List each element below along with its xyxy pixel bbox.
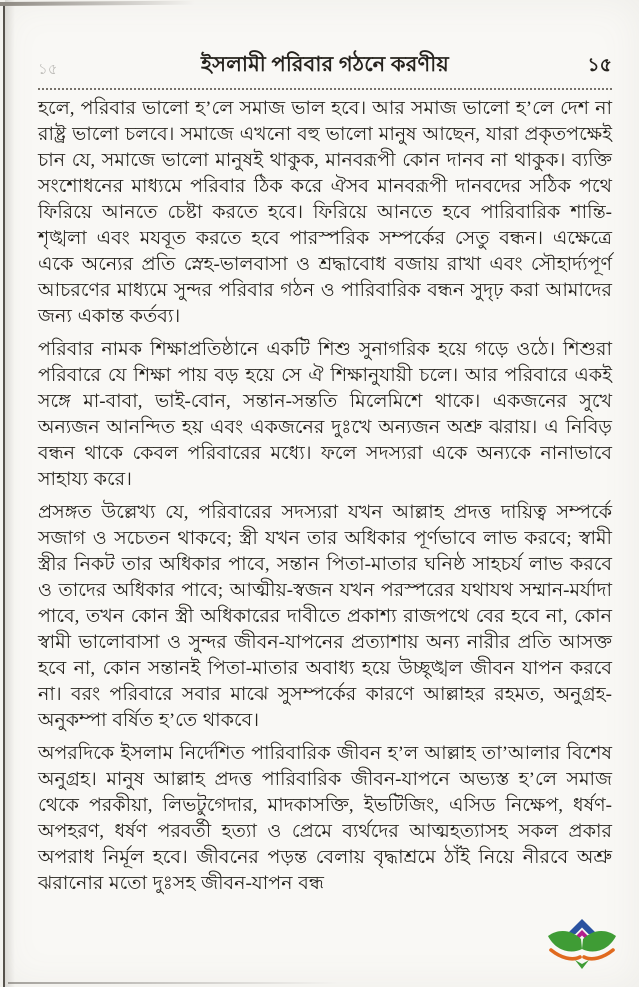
- page-spine-soft-shadow: [5, 0, 15, 987]
- page-content: [38, 48, 612, 897]
- page-number: ১৫: [587, 55, 612, 76]
- running-head-title: ইসলামী পরিবার গঠনে করণীয়: [201, 52, 449, 76]
- page-top-edge-shadow: [0, 1, 195, 6]
- paragraph-1: হলে, পরিবার ভালো হ’লে সমাজ ভাল হবে। আর সমাজ ভালো হ’লে দেশ না রাষ্ট্র ভালো চলবে। সমাজে এখনো বহু ভালো মানুষ আছেন, যারা প্রকৃতপক্ষেই চান যে, সমাজে ভালো মানুষই থাকুক, মানবরূপী কোন দানব না থাকুক। ব্যক্তি সংশোধনের মাধ্যমে পরিবার ঠিক করে ঐসব মানবরূপী দানবদের সঠিক পথে ফিরিয়ে আনতে চেষ্টা করতে হবে। ফিরিয়ে আনতে হবে পারিবারিক শান্তি-শৃঙ্খলা এবং মযবূত করতে হবে পারস্পরিক সম্পর্কের সেতু বন্ধন। এক্ষেত্রে একে অন্যের প্রতি স্নেহ-ভালবাসা ও শ্রদ্ধাবোধ বজায় রাখা এবং সৌহার্দ্যপূর্ণ আচরণের মাধ্যমে সুন্দর পরিবার গঠন ও পারিবারিক বন্ধন সুদৃঢ় করা আমাদের জন্য একান্ত কর্তব্য।: [38, 98, 612, 327]
- logo-orange-left-swoosh: [551, 950, 580, 959]
- publisher-open-book-logo-icon: [546, 918, 618, 974]
- logo-orange-right-swoosh: [584, 950, 613, 959]
- logo-green-right-leaf: [582, 931, 616, 952]
- logo-green-bottom-v: [575, 960, 589, 969]
- page-header: [38, 48, 612, 90]
- logo-green-left-leaf: [548, 931, 582, 952]
- paragraph-2: পরিবার নামক শিক্ষাপ্রতিষ্ঠানে একটি শিশু সুনাগরিক হয়ে গড়ে ওঠে। শিশুরা পরিবারে যে শিক্ষা পায় বড় হয়ে সে ঐ শিক্ষানুযায়ী চলে। আর পরিবারে একই সঙ্গে মা-বাবা, ভাই-বোন, সন্তান-সন্ততি মিলেমিশে থাকে। একজনের সুখে অন্যজন আনন্দিত হয় এবং একজনের দুঃখে অন্যজন অশ্রু ঝরায়। এ নিবিড় বন্ধন থাকে কেবল পরিবারের মধ্যে। ফলে সদস্যরা একে অন্যকে নানাভাবে সাহায্য করে।: [38, 339, 612, 490]
- page-bottom-edge-shadow: [8, 982, 338, 984]
- body-text: [38, 90, 612, 897]
- faint-bleedthrough-page-number: ১৫: [38, 62, 58, 78]
- paragraph-4: অপরদিকে ইসলাম নির্দেশিত পারিবারিক জীবন হ’ল আল্লাহ তা’আলার বিশেষ অনুগ্রহ। মানুষ আল্লাহ প্রদত্ত পারিবারিক জীবন-যাপনে অভ্যস্ত হ’লে সমাজ থেকে পরকীয়া, লিভটুগেদার, মাদকাসক্তি, ইভটিজিং, এসিড নিক্ষেপ, ধর্ষণ-অপহরণ, ধর্ষণ পরবর্তী হত্যা ও প্রেমে ব্যর্থদের আত্মহত্যাসহ সকল প্রকার অপরাধ নির্মূল হবে। জীবনের পড়ন্ত বেলায় বৃদ্ধাশ্রমে ঠাঁই নিয়ে নীরবে অশ্রু ঝরানোর মতো দুঃসহ জীবন-যাপন বন্ধ: [38, 743, 612, 894]
- paragraph-3: প্রসঙ্গত উল্লেখ্য যে, পরিবারের সদস্যরা যখন আল্লাহ প্রদত্ত দায়িত্ব সম্পর্কে সজাগ ও সচেতন থাকবে; স্ত্রী যখন তার অধিকার পূর্ণভাবে লাভ করবে; স্বামী স্ত্রীর নিকট তার অধিকার পাবে, সন্তান পিতা-মাতার ঘনিষ্ঠ সাহচর্য লাভ করবে ও তাদের অধিকার পাবে; আত্মীয়-স্বজন যখন পরস্পরের যথাযথ সম্মান-মর্যাদা পাবে, তখন কোন স্ত্রী অধিকারের দাবীতে প্রকাশ্য রাজপথে বের হবে না, কোন স্বামী ভালোবাসা ও সুন্দর জীবন-যাপনের প্রত্যাশায় অন্য নারীর প্রতি আসক্ত হবে না, কোন সন্তানই পিতা-মাতার অবাধ্য হয়ে উচ্ছৃঙ্খল জীবন যাপন করবে না। বরং পরিবারে সবার মাঝে সুসম্পর্কের কারণে আল্লাহর রহমত, অনুগ্রহ-অনুকম্পা বর্ষিত হ’তে থাকবে।: [38, 502, 612, 731]
